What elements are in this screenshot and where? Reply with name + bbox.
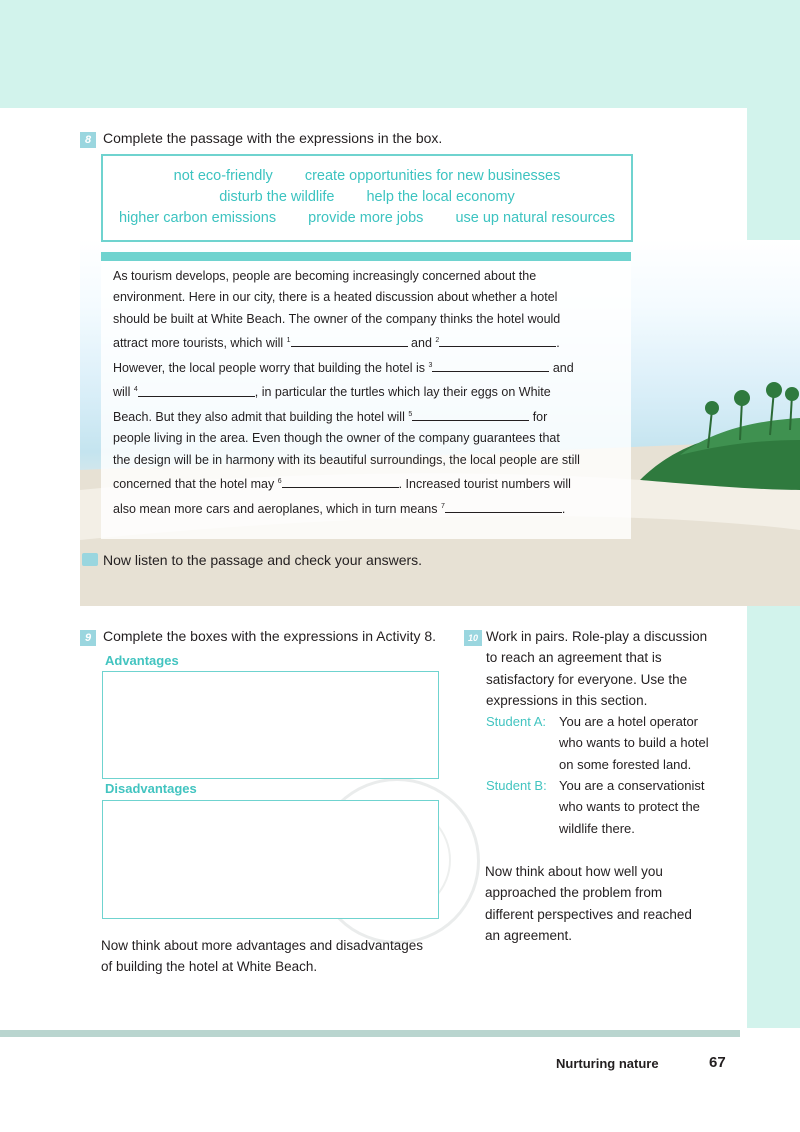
blank-6[interactable] (282, 476, 399, 488)
followup-line: different perspectives and reached (485, 906, 692, 922)
passage-line: should be built at White Beach. The owner of the company thinks the hotel would (113, 311, 561, 326)
disadvantages-box[interactable] (102, 800, 439, 919)
disadvantages-label: Disadvantages (105, 781, 197, 796)
passage-line: the design will be in harmony with its beautiful surroundings, the local people are still (113, 452, 580, 467)
followup-line: Now think about more advantages and disadvantages (101, 938, 423, 953)
activity-10-number: 10 (464, 630, 482, 646)
followup-line: approached the problem from (485, 885, 663, 901)
blank-3[interactable] (432, 360, 549, 372)
passage-line: As tourism develops, people are becoming increasingly concerned about the (113, 269, 537, 283)
student-a-description (559, 711, 729, 775)
activity-9-instruction: Complete the boxes with the expressions in Activity 8. (103, 628, 437, 644)
activity-10-followup (485, 861, 735, 947)
activity-9-number: 9 (80, 630, 96, 646)
instruction-line: to reach an agreement that is (486, 650, 662, 666)
student-b-label: Student B: (486, 778, 547, 793)
blank-4[interactable] (138, 385, 255, 397)
chapter-title: Nurturing nature (556, 1056, 659, 1071)
activity-10-instruction (486, 626, 736, 712)
listen-instruction: Now listen to the passage and check your answers. (103, 552, 423, 568)
expression-item: create opportunities for new businesses (304, 168, 561, 184)
expression-item: use up natural resources (455, 210, 616, 226)
expression-item: disturb the wildlife (219, 189, 335, 205)
role-line: who wants to build a hotel (559, 735, 709, 751)
instruction-line: Work in pairs. Role-play a discussion (486, 629, 708, 644)
blank-1[interactable] (291, 335, 408, 347)
passage-line: environment. Here in our city, there is a heated discussion about whether a hotel (113, 290, 558, 305)
instruction-line: satisfactory for everyone. Use the (486, 671, 688, 687)
expression-item: help the local economy (366, 189, 515, 205)
passage-text (113, 266, 625, 520)
advantages-label: Advantages (105, 653, 179, 668)
passage-line: people living in the area. Even though the owner of the company guarantees that (113, 431, 560, 446)
activity-8-number: 8 (80, 132, 96, 148)
page-number: 67 (709, 1054, 726, 1071)
top-decorative-band (0, 0, 800, 108)
role-line: You are a hotel operator (559, 714, 699, 729)
footer-rule (0, 1030, 740, 1037)
expression-box (101, 154, 633, 242)
student-b-role (486, 775, 736, 836)
activity-9-followup (101, 935, 451, 978)
activity-8-instruction: Complete the passage with the expressions in the box. (103, 130, 443, 146)
blank-7[interactable] (445, 501, 562, 513)
followup-line: of building the hotel at White Beach. (101, 959, 318, 975)
blank-2[interactable] (439, 335, 556, 347)
advantages-box[interactable] (102, 671, 439, 779)
passage-line: concerned that the hotel may $^6$ . Increased tourist numbers will (113, 477, 571, 492)
expression-item: higher carbon emissions (118, 210, 277, 226)
blank-5[interactable] (412, 409, 529, 421)
instruction-line: expressions in this section. (486, 693, 648, 709)
student-a-role (486, 711, 736, 772)
passage-panel (101, 252, 631, 539)
student-b-description (559, 775, 729, 839)
role-line: You are a conservationist (559, 778, 705, 793)
student-a-label: Student A: (486, 714, 546, 729)
passage-line: However, the local people worry that building the hotel is $^3$ and (113, 360, 574, 375)
followup-line: Now think about how well you (485, 864, 663, 879)
followup-line: an agreement. (485, 928, 573, 944)
passage-line: will $^4$ , in particular the turtles which lay their eggs on White (113, 385, 551, 400)
passage-header-bar (101, 252, 631, 261)
expression-item: not eco-friendly (173, 168, 273, 184)
role-line: who wants to protect the (559, 799, 700, 815)
expression-item: provide more jobs (308, 210, 424, 226)
passage-line: attract more tourists, which will $^1$ and $^2$ . (113, 336, 560, 351)
role-line: wildlife there. (559, 820, 635, 836)
passage-line: Beach. But they also admit that building the hotel will $^5$ for (113, 410, 548, 425)
listen-icon[interactable] (82, 553, 98, 566)
role-line: on some forested land. (559, 756, 692, 772)
passage-line: also mean more cars and aeroplanes, which in turn means $^7$ . (113, 502, 566, 516)
